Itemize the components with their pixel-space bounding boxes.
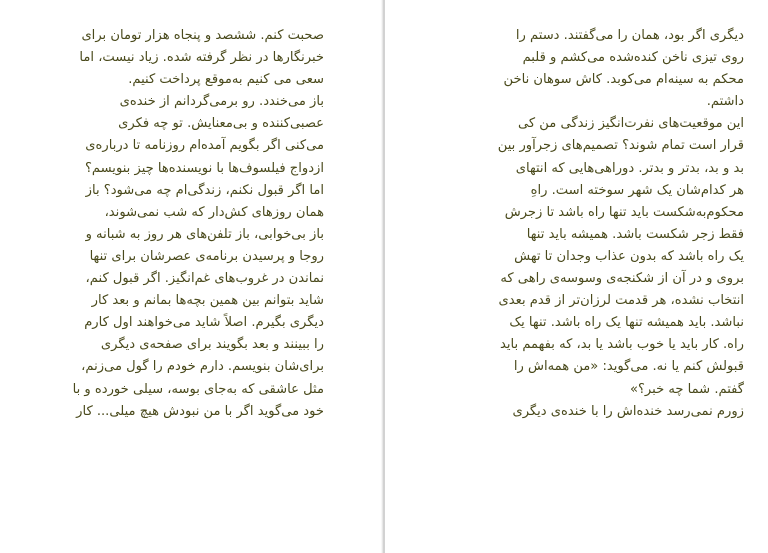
text-line: خود می‌گوید اگر با من نبودش هیچ میلی... کار — [76, 403, 324, 419]
text-line: داشتم. — [706, 94, 744, 110]
text-line: نباشد. باید همیشه تنها یک راه باشد. تنها یک — [509, 315, 744, 331]
text-line: محکوم‌به‌شکست باید تنها راه باشد تا زجرش — [504, 204, 744, 220]
text-line: قرار است تمام شوند؟ تصمیم‌های زجرآور بین — [497, 138, 744, 154]
right-page — [385, 0, 768, 553]
text-line: خبرنگارها در نظر گرفته شده. زیاد نیست، اما — [79, 50, 324, 66]
text-line: باز بی‌خوابی، باز تلفن‌های هر روز به شبانه و — [85, 226, 324, 242]
text-line: یک راه باشد که بدون عذاب وجدان تا تهش — [514, 248, 744, 264]
text-line: انتخاب نشده، هر قدمت لرزان‌تر از قدم بعدی — [498, 293, 744, 309]
text-line: قبولش کنم یا نه. می‌گوید: «من همه‌اش را — [513, 359, 744, 375]
text-line: بد و بد، بدتر و بدتر. دوراهی‌هایی که انتهای — [515, 160, 744, 176]
text-line: گفتم. شما چه خبر؟» — [629, 381, 744, 397]
text-line: زورم نمی‌رسد خنده‌اش را با خنده‌ی دیگری — [512, 403, 744, 419]
left-page-text — [46, 25, 324, 423]
text-line: راه. کار باید یا خوب باشد یا بد، که بفهمم باید — [500, 337, 744, 353]
text-line: سعی می کنیم به‌موقع پرداخت کنیم. — [128, 72, 324, 88]
text-line: دیگری بگیرم. اصلاً شاید می‌خواهند اول کارم — [84, 315, 324, 331]
text-line: عصبی‌کننده و بی‌معنایش. تو چه فکری — [118, 116, 324, 132]
text-line: همان روزهای کش‌دار که شب نمی‌شوند، — [104, 204, 324, 220]
text-line: را ببینند و بعد بگویند برای صفحه‌ی دیگری — [100, 337, 324, 353]
text-line: باز می‌خندد. رو برمی‌گردانم از خنده‌ی — [119, 94, 324, 110]
text-line: نماندن در غروب‌های غم‌انگیز. اگر قبول کنم، — [85, 271, 324, 287]
text-line: این موقعیت‌های نفرت‌انگیز زندگی من کی — [518, 116, 744, 132]
text-line: اما اگر قبول نکنم، زندگی‌ام چه می‌شود؟ باز — [85, 182, 324, 198]
text-line: مثل عاشقی که به‌جای بوسه، سیلی خورده و با — [72, 381, 324, 397]
right-page-text — [470, 25, 744, 423]
text-line: روجا و پرسیدن برنامه‌ی عصرشان برای تنها — [89, 248, 324, 264]
text-line: محکم به سینه‌ام می‌کوبد. کاش سوهان ناخن — [503, 72, 744, 88]
text-line: ازدواج فیلسوف‌ها با نویسنده‌ها چیز بنویسم؟ — [84, 160, 324, 176]
text-line: صحبت کنم. ششصد و پنجاه هزار تومان برای — [81, 28, 324, 43]
text-line: بروی و در آن از شکنجه‌ی وسوسه‌ی راهی که — [500, 271, 744, 287]
text-line: شاید بتوانم بین همین بچه‌ها بمانم و بعد کار — [91, 293, 324, 309]
text-line: می‌کنی اگر بگویم آمده‌ام روزنامه تا درباره‌ی — [85, 138, 324, 154]
left-page — [0, 0, 383, 553]
text-line: برای‌شان بنویسم. دارم خودم را گول می‌زنم، — [81, 359, 324, 375]
text-line: روی تیزی ناخن کنده‌شده می‌کشم و قلبم — [522, 50, 744, 66]
text-line: هر کدام‌شان یک شهر سوخته است. راهِ — [530, 182, 744, 198]
text-line: دیگری اگر بود، همان را می‌گفتند. دستم را — [515, 28, 744, 43]
text-line: فقط زجر شکست باشد. همیشه باید تنها — [526, 226, 744, 242]
